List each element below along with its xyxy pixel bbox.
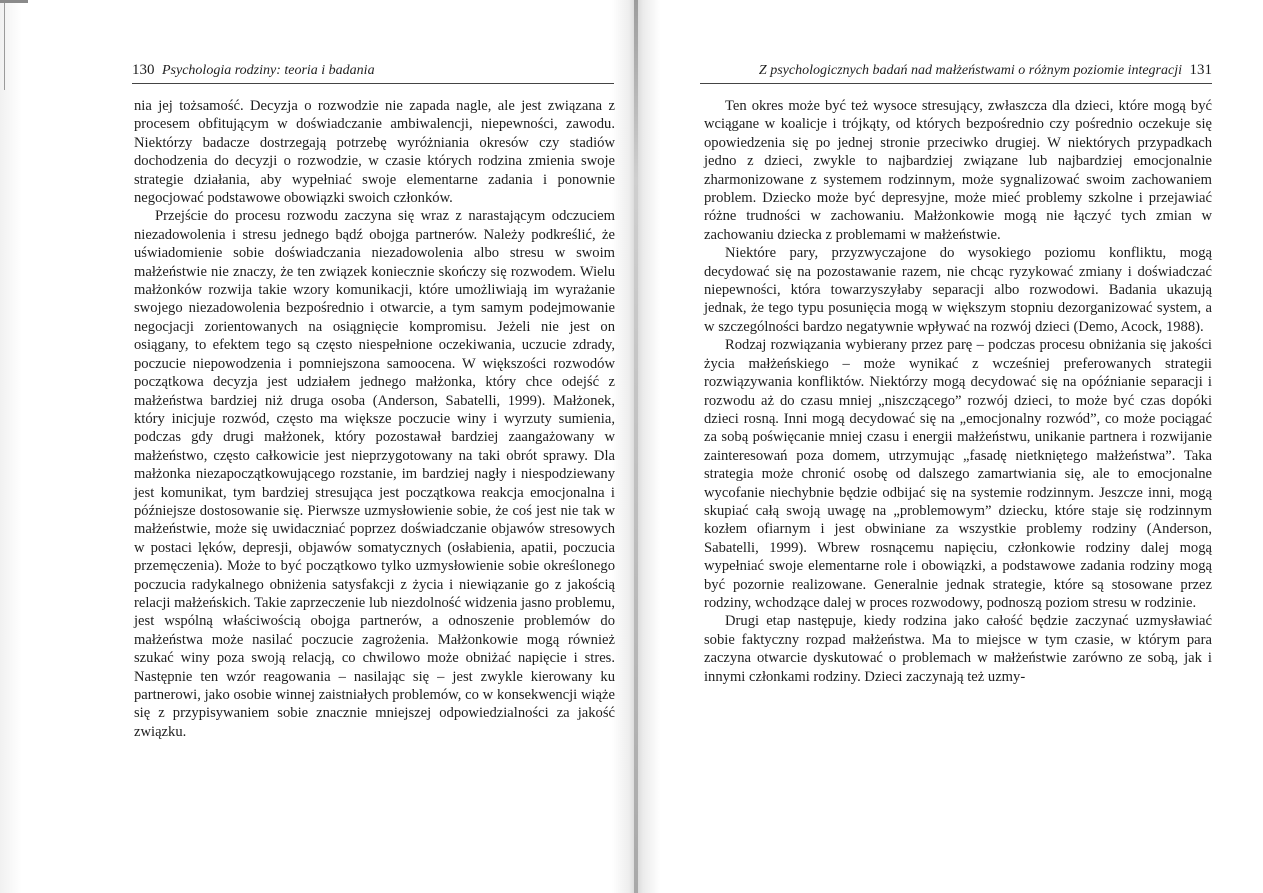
left-page-number: 130 — [132, 62, 155, 78]
right-running-head — [700, 61, 1212, 84]
left-page — [0, 0, 630, 893]
left-running-head — [132, 61, 614, 84]
paragraph: Niektóre pary, przyzwyczajone do wysokiego poziomu konfliktu, mogą decydować się na pozostawanie razem, nie chcąc ryzykować zmiany i doświadczać niepewności, która towarzyszyłaby separacji albo rozwodowi. Badania ukazują jednak, że tego typu posunięcia mogą w większym stopniu dezorganizować system, a w szczególności bardzo negatywnie wpływać na rozwój dzieci (Demo, Acock, 1988). — [704, 245, 1212, 335]
paragraph: Przejście do procesu rozwodu zaczyna się wraz z narastającym odczuciem niezadowolenia i stresu jednego bądź obojga partnerów. Należy podkreślić, że uświadomienie sobie doświadczania niezadowolenia albo stresu w swoim małżeństwie nie znaczy, że ten związek koniecznie skończy się rozwodem. Wielu małżonków rozwija takie wzory komunikacji, które umożliwiają im wyrażanie swojego niezadowolenia bezpośrednio i otwarcie, a tym samym podejmowanie negocjacji zorientowanych na osiągnięcie kompromisu. Jeżeli nie jest on osiągany, to efektem tego są często niespełnione oczekiwania, uczucie zdrady, poczucie niepowodzenia i pomniejszona samoocena. W większości rozwodów początkowa decyzja jest udziałem jednego małżonka, który chce odejść z małżeństwa bardziej niż druga osoba (Anderson, Sabatelli, 1999). Małżonek, który inicjuje rozwód, często ma większe poczucie winy i wyrzuty sumienia, podczas gdy drugi małżonek, który pozostawał bardziej zaangażowany w małżeństwo, często całkowicie jest nieprzygotowany na taki obrót sprawy. Dla małżonka niezapoczątkowującego rozstanie, im bardziej nagły i niespodziewany jest komunikat, tym bardziej stresująca jest początkowa reakcja emocjonalna i późniejsze dostosowanie się. Pierwsze uzmysłowienie sobie, że coś jest nie tak w małżeństwie, może się uwidaczniać poprzez doświadczanie objawów stresowych w postaci lęków, depresji, objawów somatycznych (osłabienia, apatii, poczucia przemęczenia). Może to być początkowo tylko uzmysłowienie sobie określonego poczucia radykalnego obniżenia satysfakcji z życia i niewiązanie go z jakością relacji małżeńskich. Takie zaprzeczenie lub niezdolność widzenia jasno problemu, jest wspólną właściwością obojga partnerów, a odnoszenie problemów do małżeństwa może nasilać poczucie zagrożenia. Małżonkowie mogą również szukać winy poza swoją relacją, co chwilowo może obniżać napięcie i stres. Następnie ten wzór reagowania – nasilając się – jest zwykle kierowany ku partnerowi, jako osobie winnej zaistniałych problemów, co w konsekwencji wiąże się z przypisywaniem sobie znacznie mniejszej odpowiedzialności za jakość związku. — [134, 208, 615, 740]
right-running-title: Z psychologicznych badań nad małżeństwami o różnym poziomie integracji — [758, 63, 1182, 78]
right-page-number: 131 — [1189, 62, 1212, 78]
left-running-title: Psychologia rodziny: teoria i badania — [162, 63, 375, 78]
left-body-text — [134, 97, 615, 741]
paragraph: Rodzaj rozwiązania wybierany przez parę – podczas procesu obniżania się jakości życia małżeńskiego – może wynikać z wcześniej preferowanych strategii rozwiązywania konfliktów. Niektórzy mogą decydować się na opóźnianie separacji i rozwodu aż do czasu mniej „niszczącego” rozwój dzieci, to może być czas dopóki dzieci rosną. Inni mogą decydować się na „emocjonalny rozwód”, co może pociągać za sobą poświęcanie mniej czasu i energii małżeństwu, unikanie partnera i rozwijanie zainteresowań poza domem, utrzymując „fasadę nietkniętego małżeństwa”. Taka strategia może chronić osobę od dalszego zamartwiania się, ale to emocjonalne wycofanie niechybnie będzie odbijać się na systemie rodzinnym. Jeszcze inni, mogą skupiać całą swoją uwagę na „problemowym” dziecku, które staje się rodzinnym kozłem ofiarnym i jest obwiniane za wszystkie problemy rodziny (Anderson, Sabatelli, 1999). Wbrew rosnącemu napięciu, członkowie rodziny dalej mogą wypełniać swoje elementarne role i obowiązki, a podstawowe zadania rodziny mogą być pozornie realizowane. Generalnie jednak strategie, które są stosowane przez rodziny, wchodzące dalej w proces rozwodowy, podnoszą poziom stresu w rodzinie. — [704, 337, 1212, 611]
paragraph: nia jej tożsamość. Decyzja o rozwodzie nie zapada nagle, ale jest związana z procesem obfitującym w doświadczanie ambiwalencji, niepewności, zawodu. Niektórzy badacze dostrzegają potrzebę wyróżniania okresów czy stadiów dochodzenia do decyzji o rozwodzie, w czasie których rodzina zmienia swoje strategie działania, aby wypełniać swoje elementarne zadania i ponownie negocjować podstawowe obowiązki swoich członków. — [134, 98, 615, 207]
paragraph: Ten okres może być też wysoce stresujący, zwłaszcza dla dzieci, które mogą być wciągane w koalicje i trójkąty, od których bezpośrednio czy pośrednio oczekuje się opowiedzenia się po jednej stronie przeciwko drugiej. W niektórych przypadkach jedno z dzieci, zwykle to najbardziej związane lub najbardziej emocjonalnie zharmonizowane z systemem rodzinnym, może sygnalizować swoim zachowaniem problem. Dziecko może być depresyjne, może mieć problemy szkolne i przejawiać różne trudności w zachowaniu. Małżonkowie mogą nie łączyć tych zmian w zachowaniu dziecka z problemami w małżeństwie. — [704, 98, 1212, 243]
paragraph: Drugi etap następuje, kiedy rodzina jako całość będzie zaczynać uzmysławiać sobie faktyczny rozpad małżeństwa. Ma to miejsce w tym czasie, w którym para zaczyna otwarcie dyskutować o problemach w małżeństwie zarówno ze sobą, jak i innymi członkami rodziny. Dzieci zaczynają też uzmy- — [704, 613, 1212, 685]
right-body-text — [704, 97, 1212, 686]
right-page — [636, 0, 1263, 893]
